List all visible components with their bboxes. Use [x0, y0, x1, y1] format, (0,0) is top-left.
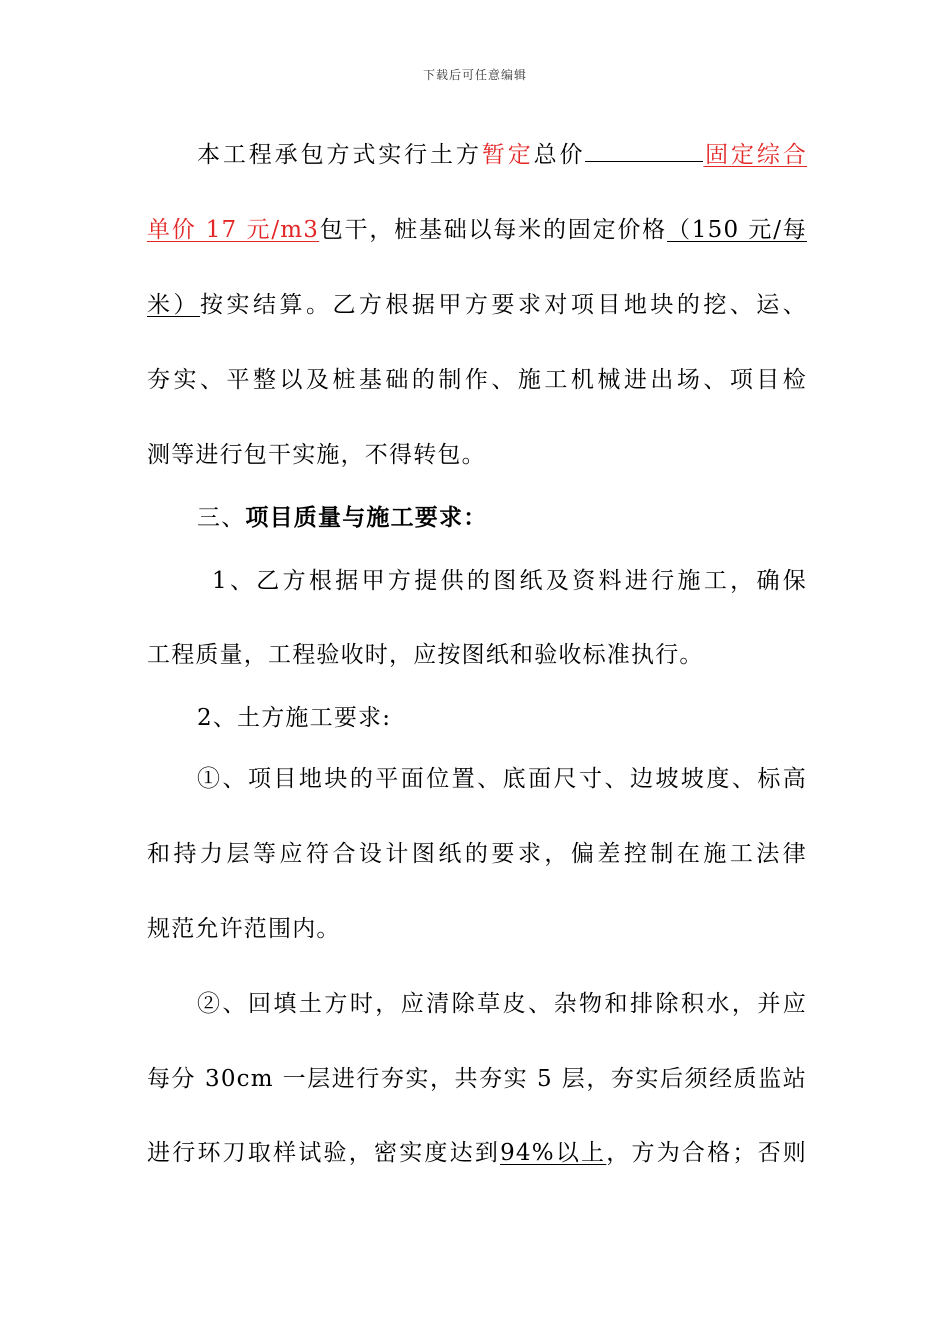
underlined-text: 米）: [147, 292, 200, 318]
item-2-heading: 2、土方施工要求:: [197, 705, 392, 731]
text-segment: ，方为合格；否则: [606, 1140, 807, 1166]
red-underlined-text: 固定综合: [703, 142, 807, 168]
red-text-segment: 暂定: [481, 142, 534, 168]
underlined-text: 94%以上: [500, 1140, 607, 1166]
text-segment: 包干，桩基础以每米的固定价格: [319, 217, 667, 243]
text-segment: 总价: [533, 142, 586, 168]
page-header: 下载后可任意编辑: [422, 68, 527, 82]
item-1-line-1: 1、乙方根据甲方提供的图纸及资料进行施工，确保: [212, 568, 807, 594]
section-3-heading: [197, 499, 857, 532]
clause-2-line-2: 每分 30cm 一层进行夯实，共夯实 5 层，夯实后须经质监站: [147, 1066, 807, 1092]
text-segment: 进行环刀取样试验，密实度达到: [147, 1140, 501, 1166]
clause-2-line-1: ②、回填土方时，应清除草皮、杂物和排除积水，并应: [197, 991, 807, 1017]
paragraph-1-line-3: [147, 286, 807, 319]
paragraph-1-line-4: 夯实、平整以及桩基础的制作、施工机械进出场、项目检: [147, 367, 807, 393]
red-underlined-text: 单价 17 元/m3: [147, 217, 320, 243]
item-1-line-2: 工程质量，工程验收时，应按图纸和验收标准执行。: [147, 642, 704, 668]
paragraph-1-line-2: [147, 211, 807, 244]
text-segment: 本工程承包方式实行土方: [197, 142, 482, 168]
paragraph-1-line-5: 测等进行包干实施，不得转包。: [147, 442, 486, 468]
clause-1-line-3: 规范允许范围内。: [147, 916, 341, 942]
text-segment: 按实结算。乙方根据甲方要求对项目地块的挖、运、: [199, 292, 807, 318]
clause-1-line-1: ①、项目地块的平面位置、底面尺寸、边坡坡度、标高: [197, 766, 807, 792]
paragraph-1-line-1: [197, 136, 807, 169]
clause-2-line-3: [147, 1134, 807, 1167]
section-number: 三、: [197, 505, 246, 531]
section-title: 项目质量与施工要求：: [245, 504, 488, 531]
underlined-text: （150 元/每: [667, 217, 807, 243]
blank-underline: [585, 141, 703, 162]
clause-1-line-2: 和持力层等应符合设计图纸的要求，偏差控制在施工法律: [147, 841, 807, 867]
